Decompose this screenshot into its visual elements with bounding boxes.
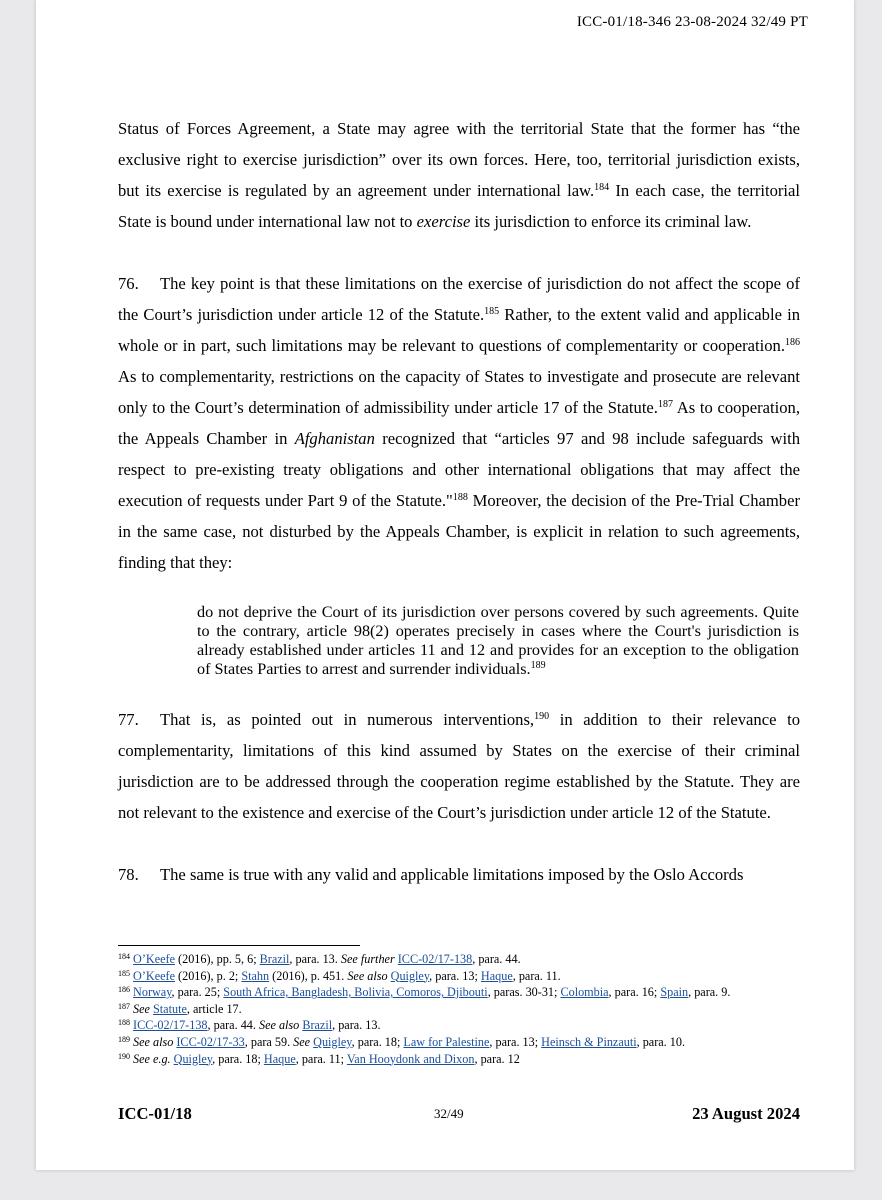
footnote-number: 184 — [118, 952, 130, 961]
text: (2016), pp. 5, 6; — [175, 952, 260, 966]
footnote-ref-187[interactable]: 187 — [657, 399, 673, 410]
footnote-ref-184[interactable]: 184 — [594, 182, 610, 193]
paragraph-number: 77. — [118, 710, 139, 729]
footnote-link[interactable]: Quigley — [313, 1034, 352, 1049]
footnote-ref-188[interactable]: 188 — [452, 492, 468, 503]
footnote-link[interactable]: Quigley — [390, 968, 430, 983]
footnote-link[interactable]: South Africa, Bangladesh, Bolivia, Comoros, Djibouti — [223, 985, 488, 1000]
text: In each case, the territorial State is bound under international law not to — [118, 181, 800, 231]
emphasis: Afghanistan — [294, 429, 375, 448]
footnote-link[interactable]: Brazil — [259, 952, 290, 966]
paragraph-number: 76. — [118, 274, 139, 293]
footnote-link[interactable]: Statute — [153, 1001, 187, 1016]
text: , para. 25; — [171, 985, 224, 1000]
footnote-link[interactable]: Quigley — [173, 1051, 213, 1066]
footnote-link[interactable]: Haque — [480, 968, 513, 983]
footnote-link[interactable]: Law for Palestine — [403, 1034, 490, 1049]
footer-date: 23 August 2024 — [692, 1104, 800, 1123]
text: , para. 12 — [474, 1051, 520, 1066]
footnote-link[interactable]: Haque — [263, 1051, 296, 1066]
text: recognized that “articles 97 and 98 include safeguards with respect to pre-existing treaty obligations and other international obligations that may affect the execution of requests under Part 9 of the Statute." — [118, 429, 801, 510]
text: (2016), p. 451. — [269, 968, 348, 983]
footnote-link[interactable]: ICC-02/17-138 — [397, 952, 473, 966]
footer-page-number: 32/49 — [434, 1106, 464, 1121]
footnote-184 — [118, 951, 800, 968]
text: , para. 13. — [332, 1018, 381, 1033]
document-reference: ICC-01/18-346 23-08-2024 32/49 PT — [576, 14, 808, 30]
text: , para. 13. — [289, 952, 341, 966]
footnote-link[interactable]: Colombia — [560, 985, 609, 1000]
text: Status of Forces Agreement, a State may agree with the territorial State that the former has “the exclusive right to exercise jurisdiction” over its own forces. Here, too, territorial jurisdiction exists, but its exercise is regulated by an agreement under international law. — [118, 119, 800, 200]
text: As to complementarity, restrictions on the capacity of States to investigate and prosecute are relevant only to the Court’s determination of admissibility under article 17 of the Statute. — [118, 367, 800, 417]
text: , article 17. — [186, 1001, 242, 1016]
paragraph-78 — [118, 859, 800, 890]
text: (2016), p. 2; — [175, 968, 242, 983]
footnote-188 — [118, 1017, 800, 1034]
footnote-number: 189 — [118, 1034, 130, 1044]
footnote-187 — [118, 1001, 800, 1018]
footnote-number: 190 — [118, 1051, 130, 1061]
footnote-number: 186 — [118, 985, 130, 995]
text: , paras. 30-31; — [487, 985, 561, 1000]
footnote-link[interactable]: Brazil — [302, 1018, 333, 1033]
text: , para. 16; — [608, 985, 661, 1000]
emphasis: See also — [347, 968, 388, 983]
emphasis: See further — [340, 952, 395, 966]
footnote-link[interactable]: Spain — [660, 985, 689, 1000]
text: , para. 18; — [351, 1034, 404, 1049]
footnote-link[interactable]: ICC-02/17-33 — [176, 1034, 245, 1049]
footer-case-number: ICC-01/18 — [118, 1104, 192, 1123]
paragraph-number: 78. — [118, 865, 139, 884]
footnotes — [118, 951, 800, 1067]
footnote-link[interactable]: O’Keefe — [133, 952, 175, 966]
footnote-number: 187 — [118, 1001, 130, 1011]
text: , para. 11. — [512, 968, 561, 983]
footnote-ref-190[interactable]: 190 — [534, 711, 550, 722]
page-footer — [118, 1104, 800, 1128]
footnote-link[interactable]: ICC-02/17-138 — [133, 1018, 208, 1033]
text: its jurisdiction to enforce its criminal law. — [470, 212, 752, 231]
emphasis: See also — [133, 1034, 174, 1049]
block-quote — [197, 603, 799, 679]
footnote-190 — [118, 1051, 800, 1068]
text: As to cooperation, the Appeals Chamber in — [118, 398, 800, 448]
text: , para. 18; — [212, 1051, 264, 1066]
footnote-link[interactable]: Norway — [133, 985, 172, 1000]
quote-text: do not deprive the Court of its jurisdiction over persons covered by such agreements. Quite to the contrary, article 98(2) operates precisely in cases where the Court's jurisdiction is already established under articles 11 and 12 and provides for an exception to the obligation of States Parties to arrest and surrender individuals. — [197, 603, 799, 678]
emphasis: See e.g. — [133, 1051, 171, 1066]
text: The same is true with any valid and applicable limitations imposed by the Oslo Accords — [160, 865, 744, 884]
text: , para. 9. — [688, 985, 731, 1000]
emphasis: See — [293, 1034, 311, 1049]
footnote-189 — [118, 1034, 800, 1051]
footnote-186 — [118, 984, 800, 1001]
text: , para. 44. — [207, 1018, 259, 1033]
footnote-ref-186[interactable]: 186 — [785, 337, 800, 348]
text: in addition to their relevance to complementarity, limitations of this kind assumed by States on the exercise of their criminal jurisdiction are to be addressed through the cooperation regime established by the Statute. They are not relevant to the existence and exercise of the Court’s jurisdiction under article 12 of the Statute. — [118, 710, 800, 822]
text: That is, as pointed out in numerous interventions, — [160, 710, 535, 729]
intro-paragraph — [118, 113, 800, 237]
text: , para. 13; — [429, 968, 481, 983]
footnote-185 — [118, 968, 800, 985]
text: Rather, to the extent valid and applicable in whole or in part, such limitations may be relevant to questions of complementarity or cooperation. — [118, 305, 800, 355]
text: Moreover, the decision of the Pre-Trial Chamber in the same case, not disturbed by the Appeals Chamber, is explicit in relation to such agreements, finding that they: — [118, 491, 800, 572]
footnote-number: 185 — [118, 968, 130, 978]
footnote-link[interactable]: Van Hooydonk and Dixon — [346, 1051, 475, 1066]
footnote-ref-185[interactable]: 185 — [484, 306, 500, 317]
footnote-ref-189[interactable]: 189 — [530, 660, 546, 671]
footnote-divider — [118, 945, 360, 946]
text: , para. 11; — [295, 1051, 347, 1066]
text: , para. 13; — [489, 1034, 542, 1049]
text: , para 59. — [244, 1034, 294, 1049]
paragraph-76 — [118, 268, 800, 578]
text: The key point is that these limitations on the exercise of jurisdiction do not affect the scope of the Court’s jurisdiction under article 12 of the Statute. — [118, 274, 800, 324]
emphasis: See — [133, 1001, 150, 1016]
paragraph-77 — [118, 704, 800, 828]
emphasis: See also — [258, 1018, 300, 1033]
text: , para. 10. — [636, 1034, 686, 1049]
footnote-link[interactable]: Heinsch & Pinzauti — [541, 1034, 637, 1049]
document-page — [36, 0, 854, 1170]
footnote-link[interactable]: Stahn — [241, 968, 270, 983]
text: , para. 44. — [472, 952, 521, 966]
footnote-number: 188 — [118, 1018, 130, 1028]
footnote-link[interactable]: O’Keefe — [133, 968, 175, 983]
emphasis: exercise — [416, 212, 471, 231]
